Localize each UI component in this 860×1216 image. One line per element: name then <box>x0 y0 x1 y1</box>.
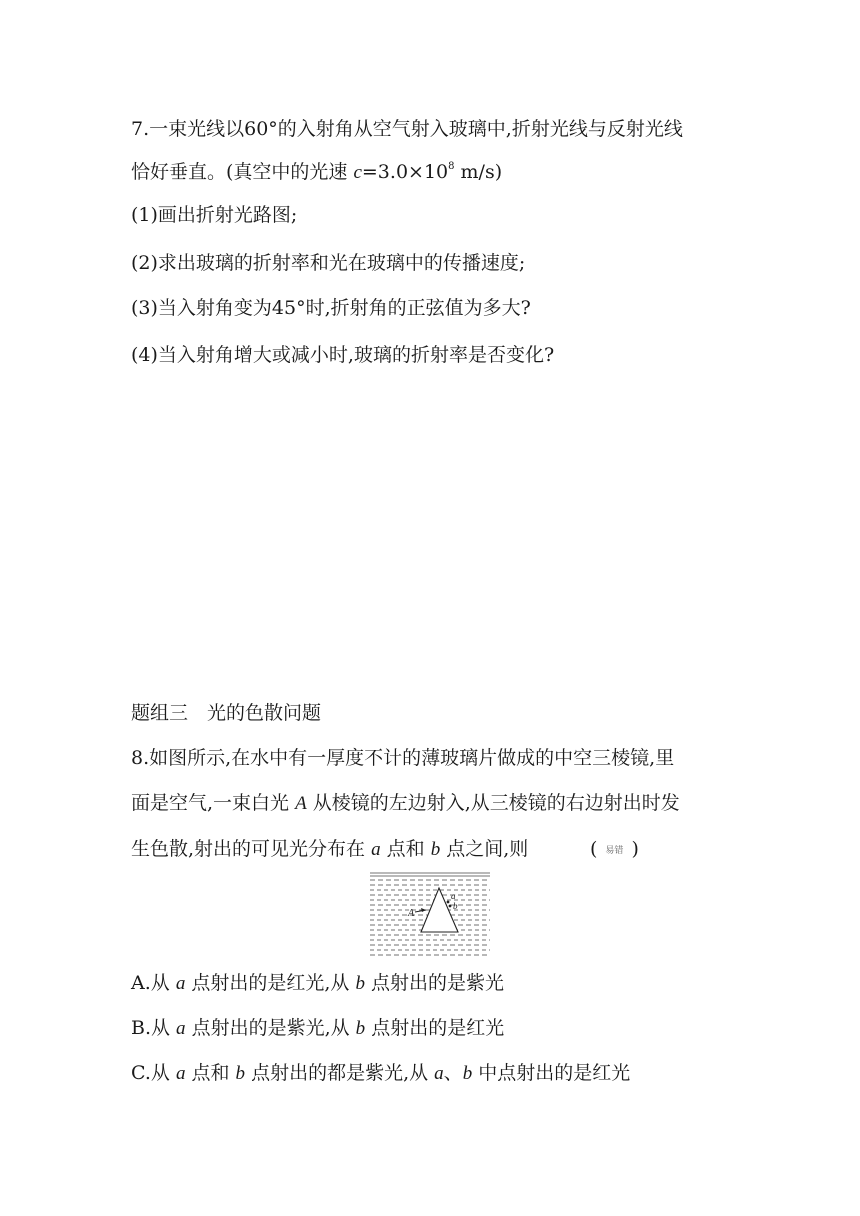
q7-sub4: (4)当入射角增大或减小时,玻璃的折射率是否变化? <box>131 344 555 366</box>
option-B-var2: b <box>355 1018 366 1039</box>
q7-line2-text-b: =3.0×10 <box>361 161 449 183</box>
option-C-pre: C.从 <box>131 1062 176 1084</box>
option-A-pre: A.从 <box>131 972 176 994</box>
label-b: b <box>453 901 458 911</box>
q7-line1: 7.一束光线以60°的入射角从空气射入玻璃中,折射光线与反射光线 <box>131 118 683 140</box>
answer-bracket <box>590 837 639 863</box>
option-C-var3: a <box>434 1063 444 1084</box>
option-C-end: 中点射出的是红光 <box>472 1062 631 1084</box>
q7-sub1: (1)画出折射光路图; <box>131 204 298 226</box>
q7-sub2: (2)求出玻璃的折射率和光在玻璃中的传播速度; <box>131 252 526 274</box>
section-title: 题组三 光的色散问题 <box>131 702 322 724</box>
q8-line2 <box>131 791 680 816</box>
option-A-var2: b <box>355 973 365 994</box>
q8-var-A: A <box>295 793 307 814</box>
label-A: A <box>408 908 415 919</box>
option-C-var1: a <box>175 1063 186 1084</box>
error-prone-tag: 易错 <box>605 846 624 856</box>
label-a: a <box>451 891 456 901</box>
option-A-var1: a <box>175 973 186 994</box>
paren-open: ( <box>590 838 598 860</box>
option-B-end: 点射出的是红光 <box>365 1017 505 1039</box>
q8-var-b: b <box>430 839 441 860</box>
prism-figure <box>370 872 490 958</box>
option-A <box>131 971 504 996</box>
q7-exponent: 8 <box>448 161 455 172</box>
option-B <box>131 1016 504 1041</box>
option-C-var2: b <box>235 1063 246 1084</box>
point-b-dot <box>449 905 452 908</box>
q8-line3-text-a: 生色散,射出的可见光分布在 <box>131 838 372 860</box>
q7-var-c: c <box>353 162 362 183</box>
q8-line3-text-c: 点之间,则 <box>440 838 529 860</box>
paren-close: ) <box>631 838 639 860</box>
q8-line1: 8.如图所示,在水中有一厚度不计的薄玻璃片做成的中空三棱镜,里 <box>131 747 675 769</box>
option-A-mid: 点射出的是红光,从 <box>185 972 356 994</box>
q8-line3 <box>131 837 528 862</box>
q8-line3-text-b: 点和 <box>380 838 431 860</box>
option-C-mid2: 点射出的都是紫光,从 <box>245 1062 435 1084</box>
option-C-var4: b <box>462 1063 473 1084</box>
q7-line2-text-d: m/s) <box>454 161 503 183</box>
option-C-mid1: 点和 <box>185 1062 236 1084</box>
q8-line2-text-b: 从棱镜的左边射入,从三棱镜的右边射出时发 <box>306 792 680 814</box>
q7-sub3: (3)当入射角变为45°时,折射角的正弦值为多大? <box>131 297 531 319</box>
q7-line2-text-a: 恰好垂直。(真空中的光速 <box>131 161 354 183</box>
q8-line2-text-a: 面是空气,一束白光 <box>131 792 296 814</box>
q7-line2 <box>131 160 502 185</box>
option-B-var1: a <box>176 1018 186 1039</box>
option-A-end: 点射出的是紫光 <box>364 972 504 994</box>
point-a-dot <box>447 901 450 904</box>
q8-var-a: a <box>371 839 381 860</box>
option-C-mid3: 、 <box>443 1062 463 1084</box>
option-C <box>131 1061 630 1086</box>
option-B-pre: B.从 <box>131 1017 177 1039</box>
option-B-mid: 点射出的是紫光,从 <box>185 1017 356 1039</box>
